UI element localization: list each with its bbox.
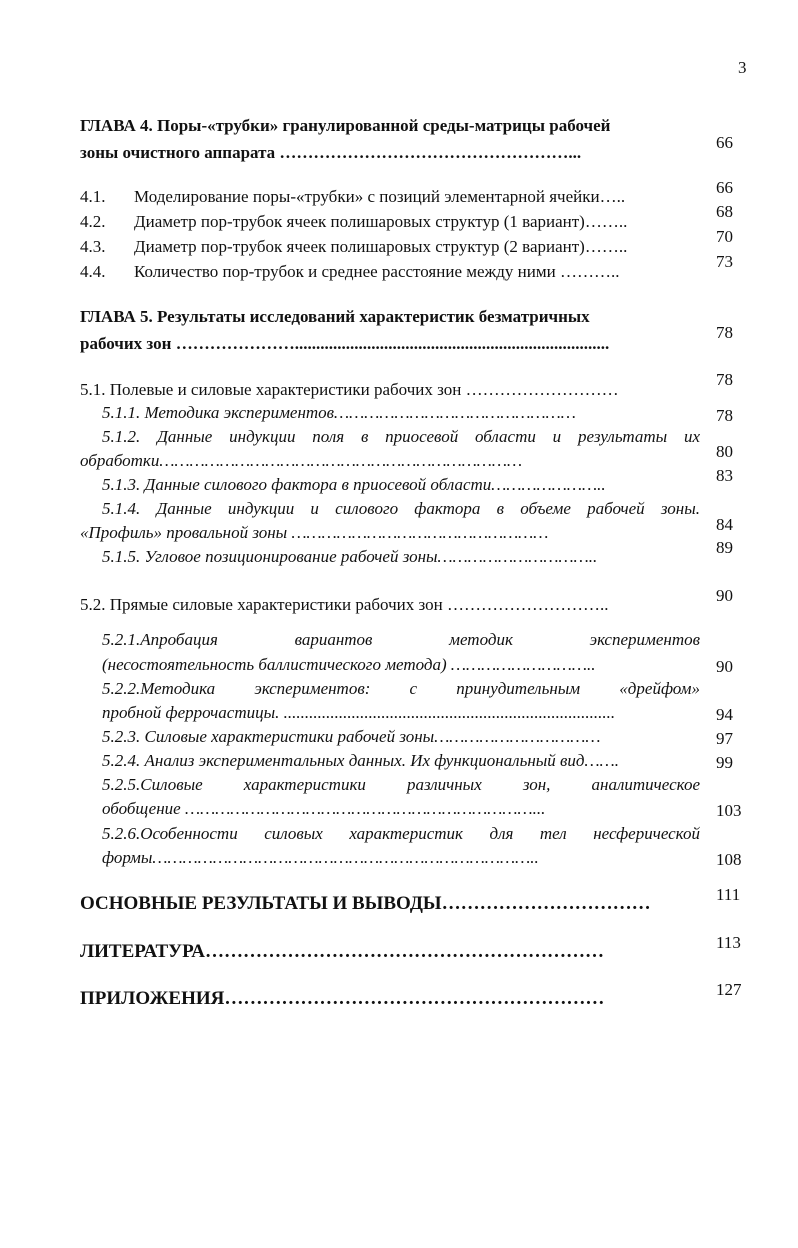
chapter4-title-line2: зоны очистного аппарата ……………………………………………... <box>80 143 582 162</box>
toc-item-5-2: 5.2. Прямые силовые характеристики рабочих зон ……………………….. <box>80 595 609 614</box>
toc-item-5-2-4-page: 99 <box>716 753 733 772</box>
toc-item-4-1-page: 66 <box>716 178 733 197</box>
toc-item-5-1-3: 5.1.3. Данные силового фактора в приосевой области………………….. <box>102 475 606 494</box>
toc-item-5-2-6-line1: 5.2.6.Особенности силовых характеристик для тел несферической <box>102 824 700 843</box>
toc-item-5-1-5: 5.1.5. Угловое позиционирование рабочей зоны………………………….. <box>102 547 598 566</box>
toc-item-4-3: 4.3. Диаметр пор-трубок ячеек полишаровых структур (2 вариант)…….. <box>80 237 628 256</box>
toc-item-5-1-2-line1: 5.1.2. Данные индукции поля в приосевой области и результаты их <box>102 427 700 446</box>
toc-item-4-2: 4.2. Диаметр пор-трубок ячеек полишаровых структур (1 вариант)…….. <box>80 212 628 231</box>
toc-item-5-1-5-page: 89 <box>716 538 733 557</box>
toc-appendices: ПРИЛОЖЕНИЯ…………………………………………………… <box>80 988 605 1009</box>
toc-item-5-1-2-line2: обработки……………………………………………………………… <box>80 451 523 470</box>
toc-item-4-4-page: 73 <box>716 252 733 271</box>
toc-item-5-2-1-line1: 5.2.1.Апробация вариантов методик экспериментов <box>102 630 700 649</box>
toc-results: ОСНОВНЫЕ РЕЗУЛЬТАТЫ И ВЫВОДЫ…………………………… <box>80 893 651 914</box>
toc-item-5-1-page: 78 <box>716 370 733 389</box>
toc-item-5-2-1-line2: (несостоятельность баллистического метода) ……………………….. <box>102 655 596 674</box>
toc-item-5-1-1-page: 78 <box>716 406 733 425</box>
toc-item-4-3-page: 70 <box>716 227 733 246</box>
toc-item-5-1-4-page: 84 <box>716 515 733 534</box>
toc-item-5-2-6-line2: формы………………………………………………………………….. <box>102 848 539 867</box>
toc-item-5-2-6-page: 108 <box>716 850 742 869</box>
chapter5-title-line2: рабочих зон ………………….......................................................................... <box>80 334 610 353</box>
toc-item-5-1-4-line2: «Профиль» провальной зоны …………………………………………… <box>80 523 549 542</box>
toc-item-5-2-5-line1: 5.2.5.Силовые характеристики различных зон, аналитическое <box>102 775 700 794</box>
toc-item-5-2-2-line1: 5.2.2.Методика экспериментов: с принудительным «дрейфом» <box>102 679 700 698</box>
toc-appendices-page: 127 <box>716 980 742 999</box>
chapter5-page: 78 <box>716 323 733 342</box>
toc-literature: ЛИТЕРАТУРА……………………………………………………… <box>80 941 605 962</box>
toc-item-4-1: 4.1. Моделирование поры-«трубки» с позиций элементарной ячейки….. <box>80 187 626 206</box>
chapter4-title-line1: ГЛАВА 4. Поры-«трубки» гранулированной среды-матрицы рабочей <box>80 116 611 135</box>
toc-item-5-2-4: 5.2.4. Анализ экспериментальных данных. Их функциональный вид……. <box>102 751 619 770</box>
toc-item-5-1-1: 5.1.1. Методика экспериментов………………………………………… <box>102 403 576 422</box>
toc-item-5-1-2-page: 80 <box>716 442 733 461</box>
chapter4-page: 66 <box>716 133 733 152</box>
toc-item-5-2-5-line2: обобщение ……………………………………………………………... <box>102 799 546 818</box>
toc-item-5-2-1-page: 90 <box>716 657 733 676</box>
toc-item-5-2-3-page: 97 <box>716 729 733 748</box>
toc-item-4-4: 4.4. Количество пор-трубок и среднее расстояние между ними ……….. <box>80 262 620 281</box>
toc-item-5-2-5-page: 103 <box>716 801 742 820</box>
toc-item-5-2-3: 5.2.3. Силовые характеристики рабочей зоны…………………………… <box>102 727 601 746</box>
toc-item-5-1-3-page: 83 <box>716 466 733 485</box>
chapter5-title-line1: ГЛАВА 5. Результаты исследований характеристик безматричных <box>80 307 590 326</box>
page-number: 3 <box>738 58 747 77</box>
toc-item-4-2-page: 68 <box>716 202 733 221</box>
toc-results-page: 111 <box>716 885 741 904</box>
toc-item-5-2-2-page: 94 <box>716 705 733 724</box>
toc-item-5-2-2-line2: пробной феррочастицы. .............................................................................. <box>102 703 616 722</box>
toc-item-5-1-4-line1: 5.1.4. Данные индукции и силового фактора в объеме рабочей зоны. <box>102 499 700 518</box>
toc-item-5-2-page: 90 <box>716 586 733 605</box>
toc-literature-page: 113 <box>716 933 741 952</box>
toc-item-5-1: 5.1. Полевые и силовые характеристики рабочих зон ……………………… <box>80 380 619 399</box>
